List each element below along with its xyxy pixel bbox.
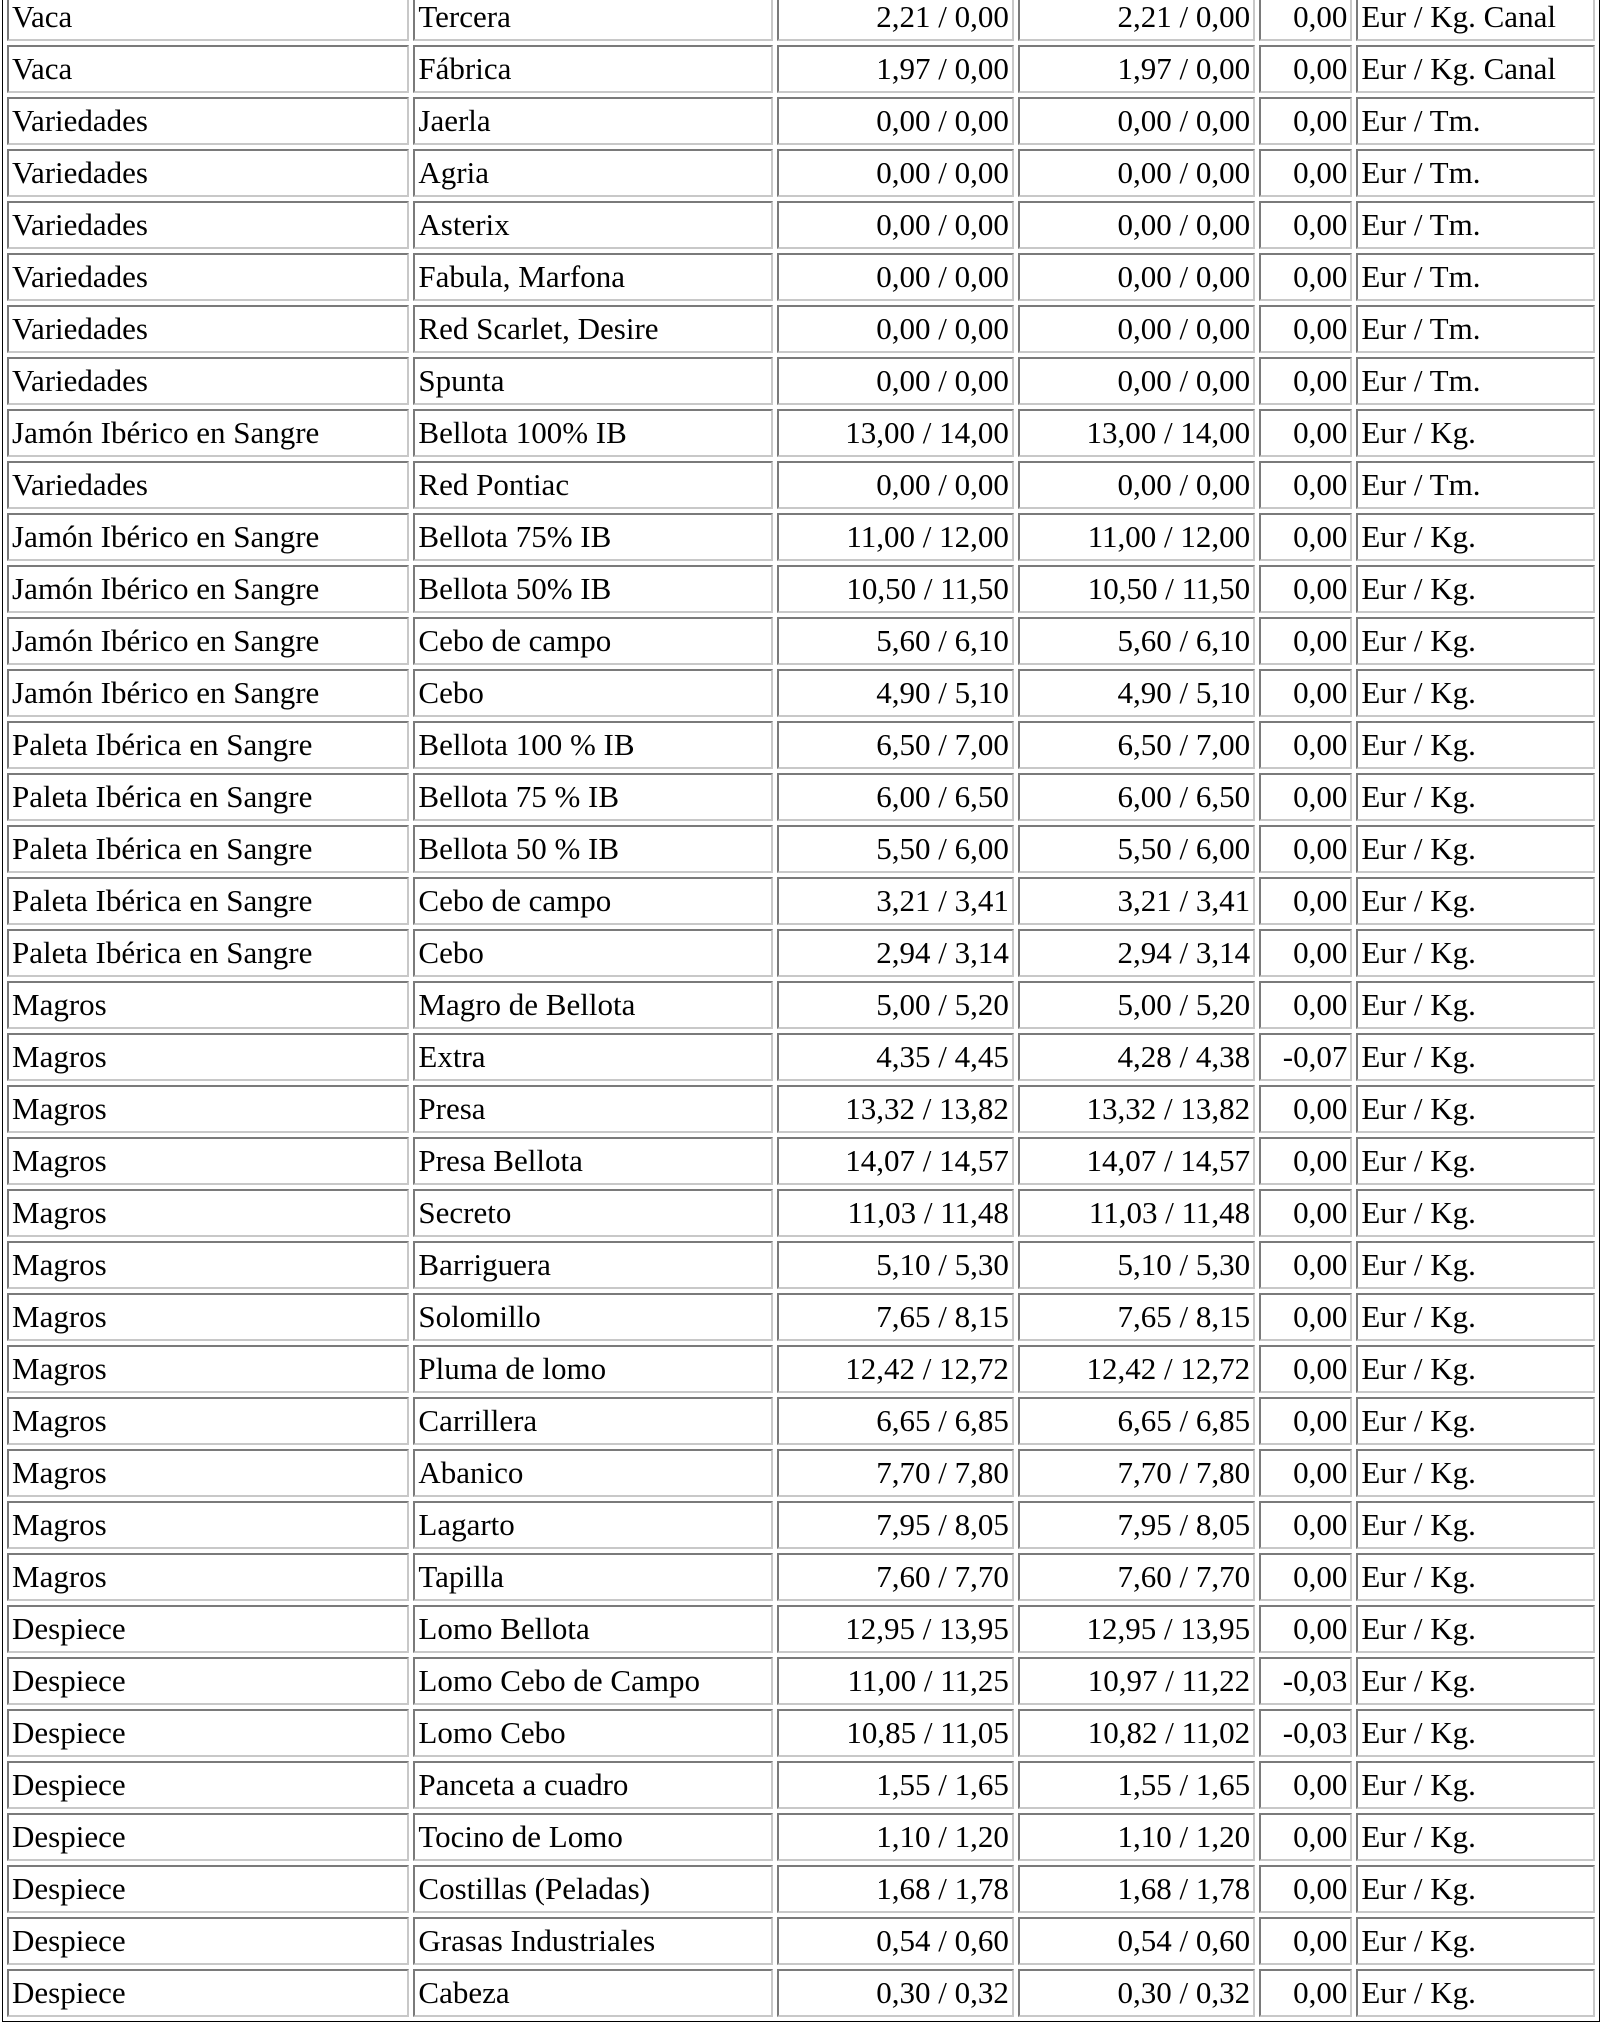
category-cell: Vaca [7,45,409,93]
category-cell: Vaca [7,0,409,41]
unit-cell: Eur / Kg. [1356,981,1595,1029]
product-cell: Fabula, Marfona [413,253,772,301]
current-price-cell: 5,00 / 5,20 [1018,981,1255,1029]
product-cell: Bellota 75 % IB [413,773,772,821]
change-cell: 0,00 [1259,669,1352,717]
table-row [7,513,1595,561]
current-price-cell: 13,00 / 14,00 [1018,409,1255,457]
previous-price-cell: 13,00 / 14,00 [777,409,1014,457]
product-cell: Pluma de lomo [413,1345,772,1393]
current-price-cell: 0,00 / 0,00 [1018,461,1255,509]
category-cell: Magros [7,1501,409,1549]
change-cell: 0,00 [1259,773,1352,821]
change-cell: 0,00 [1259,981,1352,1029]
previous-price-cell: 0,00 / 0,00 [777,97,1014,145]
category-cell: Magros [7,1189,409,1237]
unit-cell: Eur / Kg. [1356,1969,1595,2017]
table-row [7,1241,1595,1289]
table-row [7,409,1595,457]
unit-cell: Eur / Kg. [1356,669,1595,717]
current-price-cell: 12,42 / 12,72 [1018,1345,1255,1393]
unit-cell: Eur / Kg. [1356,513,1595,561]
previous-price-cell: 5,00 / 5,20 [777,981,1014,1029]
change-cell: 0,00 [1259,1449,1352,1497]
change-cell: 0,00 [1259,565,1352,613]
current-price-cell: 0,54 / 0,60 [1018,1917,1255,1965]
unit-cell: Eur / Kg. [1356,1657,1595,1705]
table-row [7,1085,1595,1133]
category-cell: Variedades [7,253,409,301]
previous-price-cell: 4,90 / 5,10 [777,669,1014,717]
unit-cell: Eur / Kg. [1356,1605,1595,1653]
unit-cell: Eur / Kg. [1356,1761,1595,1809]
current-price-cell: 5,60 / 6,10 [1018,617,1255,665]
product-cell: Tocino de Lomo [413,1813,772,1861]
current-price-cell: 7,65 / 8,15 [1018,1293,1255,1341]
change-cell: 0,00 [1259,1969,1352,2017]
change-cell: 0,00 [1259,45,1352,93]
product-cell: Bellota 100% IB [413,409,772,457]
unit-cell: Eur / Tm. [1356,149,1595,197]
product-cell: Panceta a cuadro [413,1761,772,1809]
product-cell: Barriguera [413,1241,772,1289]
previous-price-cell: 7,60 / 7,70 [777,1553,1014,1601]
previous-price-cell: 7,65 / 8,15 [777,1293,1014,1341]
change-cell: 0,00 [1259,1917,1352,1965]
change-cell: 0,00 [1259,1345,1352,1393]
category-cell: Magros [7,1397,409,1445]
previous-price-cell: 0,00 / 0,00 [777,305,1014,353]
change-cell: 0,00 [1259,253,1352,301]
table-row [7,1709,1595,1757]
current-price-cell: 5,10 / 5,30 [1018,1241,1255,1289]
unit-cell: Eur / Tm. [1356,357,1595,405]
unit-cell: Eur / Kg. Canal [1356,0,1595,41]
unit-cell: Eur / Kg. [1356,1137,1595,1185]
category-cell: Paleta Ibérica en Sangre [7,877,409,925]
change-cell: 0,00 [1259,825,1352,873]
previous-price-cell: 1,97 / 0,00 [777,45,1014,93]
change-cell: 0,00 [1259,201,1352,249]
current-price-cell: 2,94 / 3,14 [1018,929,1255,977]
current-price-cell: 7,60 / 7,70 [1018,1553,1255,1601]
product-cell: Lomo Cebo de Campo [413,1657,772,1705]
product-cell: Cebo de campo [413,617,772,665]
category-cell: Magros [7,1085,409,1133]
current-price-cell: 1,10 / 1,20 [1018,1813,1255,1861]
category-cell: Jamón Ibérico en Sangre [7,617,409,665]
table-row [7,0,1595,41]
unit-cell: Eur / Kg. [1356,721,1595,769]
change-cell: 0,00 [1259,409,1352,457]
product-cell: Magro de Bellota [413,981,772,1029]
category-cell: Despiece [7,1605,409,1653]
product-cell: Spunta [413,357,772,405]
previous-price-cell: 6,65 / 6,85 [777,1397,1014,1445]
table-row [7,825,1595,873]
table-row [7,1137,1595,1185]
previous-price-cell: 0,00 / 0,00 [777,461,1014,509]
category-cell: Magros [7,1449,409,1497]
change-cell: 0,00 [1259,1189,1352,1237]
category-cell: Paleta Ibérica en Sangre [7,929,409,977]
previous-price-cell: 0,54 / 0,60 [777,1917,1014,1965]
unit-cell: Eur / Kg. [1356,773,1595,821]
change-cell: 0,00 [1259,97,1352,145]
previous-price-cell: 5,60 / 6,10 [777,617,1014,665]
change-cell: 0,00 [1259,1501,1352,1549]
change-cell: 0,00 [1259,461,1352,509]
product-cell: Bellota 50 % IB [413,825,772,873]
current-price-cell: 0,00 / 0,00 [1018,253,1255,301]
current-price-cell: 7,70 / 7,80 [1018,1449,1255,1497]
product-cell: Secreto [413,1189,772,1237]
category-cell: Despiece [7,1657,409,1705]
unit-cell: Eur / Kg. [1356,409,1595,457]
current-price-cell: 6,00 / 6,50 [1018,773,1255,821]
product-cell: Grasas Industriales [413,1917,772,1965]
change-cell: -0,03 [1259,1657,1352,1705]
previous-price-cell: 0,00 / 0,00 [777,253,1014,301]
product-cell: Agria [413,149,772,197]
change-cell: 0,00 [1259,1813,1352,1861]
previous-price-cell: 12,42 / 12,72 [777,1345,1014,1393]
previous-price-cell: 6,00 / 6,50 [777,773,1014,821]
unit-cell: Eur / Tm. [1356,461,1595,509]
product-cell: Bellota 75% IB [413,513,772,561]
change-cell: 0,00 [1259,1553,1352,1601]
product-cell: Bellota 50% IB [413,565,772,613]
category-cell: Despiece [7,1865,409,1913]
current-price-cell: 7,95 / 8,05 [1018,1501,1255,1549]
table-row [7,45,1595,93]
current-price-cell: 4,90 / 5,10 [1018,669,1255,717]
table-row [7,565,1595,613]
unit-cell: Eur / Kg. [1356,825,1595,873]
table-row [7,1813,1595,1861]
category-cell: Despiece [7,1813,409,1861]
change-cell: 0,00 [1259,149,1352,197]
previous-price-cell: 7,70 / 7,80 [777,1449,1014,1497]
unit-cell: Eur / Kg. [1356,1813,1595,1861]
current-price-cell: 2,21 / 0,00 [1018,0,1255,41]
product-cell: Presa [413,1085,772,1133]
table-row [7,1657,1595,1705]
previous-price-cell: 0,00 / 0,00 [777,357,1014,405]
change-cell: 0,00 [1259,1137,1352,1185]
current-price-cell: 10,82 / 11,02 [1018,1709,1255,1757]
table-row [7,669,1595,717]
unit-cell: Eur / Kg. [1356,1553,1595,1601]
product-cell: Lomo Cebo [413,1709,772,1757]
table-row [7,877,1595,925]
previous-price-cell: 0,00 / 0,00 [777,149,1014,197]
previous-price-cell: 4,35 / 4,45 [777,1033,1014,1081]
unit-cell: Eur / Kg. [1356,617,1595,665]
unit-cell: Eur / Tm. [1356,253,1595,301]
current-price-cell: 1,97 / 0,00 [1018,45,1255,93]
change-cell: 0,00 [1259,721,1352,769]
change-cell: 0,00 [1259,617,1352,665]
unit-cell: Eur / Kg. [1356,1501,1595,1549]
category-cell: Magros [7,1241,409,1289]
price-table [2,0,1600,2022]
unit-cell: Eur / Kg. [1356,1293,1595,1341]
table-row [7,1969,1595,2017]
previous-price-cell: 12,95 / 13,95 [777,1605,1014,1653]
current-price-cell: 6,65 / 6,85 [1018,1397,1255,1445]
change-cell: 0,00 [1259,1241,1352,1289]
table-row [7,1501,1595,1549]
product-cell: Tapilla [413,1553,772,1601]
previous-price-cell: 11,03 / 11,48 [777,1189,1014,1237]
unit-cell: Eur / Kg. [1356,1085,1595,1133]
current-price-cell: 0,00 / 0,00 [1018,305,1255,353]
change-cell: 0,00 [1259,1085,1352,1133]
category-cell: Magros [7,1033,409,1081]
unit-cell: Eur / Kg. [1356,1189,1595,1237]
current-price-cell: 10,97 / 11,22 [1018,1657,1255,1705]
current-price-cell: 6,50 / 7,00 [1018,721,1255,769]
previous-price-cell: 13,32 / 13,82 [777,1085,1014,1133]
change-cell: 0,00 [1259,0,1352,41]
product-cell: Red Pontiac [413,461,772,509]
previous-price-cell: 10,85 / 11,05 [777,1709,1014,1757]
previous-price-cell: 5,10 / 5,30 [777,1241,1014,1289]
category-cell: Variedades [7,305,409,353]
current-price-cell: 11,03 / 11,48 [1018,1189,1255,1237]
category-cell: Jamón Ibérico en Sangre [7,669,409,717]
previous-price-cell: 2,21 / 0,00 [777,0,1014,41]
unit-cell: Eur / Tm. [1356,97,1595,145]
table-row [7,97,1595,145]
product-cell: Fábrica [413,45,772,93]
previous-price-cell: 0,00 / 0,00 [777,201,1014,249]
product-cell: Cebo de campo [413,877,772,925]
unit-cell: Eur / Kg. [1356,565,1595,613]
previous-price-cell: 1,55 / 1,65 [777,1761,1014,1809]
category-cell: Jamón Ibérico en Sangre [7,409,409,457]
product-cell: Asterix [413,201,772,249]
unit-cell: Eur / Kg. [1356,1241,1595,1289]
current-price-cell: 0,00 / 0,00 [1018,201,1255,249]
current-price-cell: 0,00 / 0,00 [1018,149,1255,197]
table-row [7,617,1595,665]
category-cell: Despiece [7,1969,409,2017]
unit-cell: Eur / Kg. [1356,1709,1595,1757]
table-row [7,253,1595,301]
current-price-cell: 13,32 / 13,82 [1018,1085,1255,1133]
category-cell: Magros [7,1293,409,1341]
unit-cell: Eur / Kg. [1356,929,1595,977]
change-cell: 0,00 [1259,305,1352,353]
table-row [7,305,1595,353]
category-cell: Magros [7,1553,409,1601]
current-price-cell: 14,07 / 14,57 [1018,1137,1255,1185]
unit-cell: Eur / Tm. [1356,201,1595,249]
table-row [7,1293,1595,1341]
unit-cell: Eur / Tm. [1356,305,1595,353]
table-row [7,981,1595,1029]
unit-cell: Eur / Kg. [1356,1449,1595,1497]
table-row [7,1865,1595,1913]
product-cell: Cabeza [413,1969,772,2017]
product-cell: Lagarto [413,1501,772,1549]
current-price-cell: 0,00 / 0,00 [1018,97,1255,145]
change-cell: 0,00 [1259,877,1352,925]
price-table-body [7,0,1595,2017]
previous-price-cell: 11,00 / 11,25 [777,1657,1014,1705]
category-cell: Variedades [7,97,409,145]
change-cell: 0,00 [1259,357,1352,405]
table-row [7,357,1595,405]
current-price-cell: 5,50 / 6,00 [1018,825,1255,873]
table-row [7,773,1595,821]
category-cell: Paleta Ibérica en Sangre [7,773,409,821]
table-row [7,1761,1595,1809]
current-price-cell: 0,00 / 0,00 [1018,357,1255,405]
current-price-cell: 4,28 / 4,38 [1018,1033,1255,1081]
change-cell: -0,07 [1259,1033,1352,1081]
previous-price-cell: 0,30 / 0,32 [777,1969,1014,2017]
unit-cell: Eur / Kg. [1356,1397,1595,1445]
unit-cell: Eur / Kg. [1356,1865,1595,1913]
product-cell: Red Scarlet, Desire [413,305,772,353]
product-cell: Extra [413,1033,772,1081]
current-price-cell: 1,68 / 1,78 [1018,1865,1255,1913]
table-row [7,1345,1595,1393]
unit-cell: Eur / Kg. [1356,1345,1595,1393]
change-cell: -0,03 [1259,1709,1352,1757]
table-row [7,1917,1595,1965]
category-cell: Despiece [7,1709,409,1757]
previous-price-cell: 11,00 / 12,00 [777,513,1014,561]
change-cell: 0,00 [1259,1397,1352,1445]
change-cell: 0,00 [1259,1865,1352,1913]
unit-cell: Eur / Kg. [1356,877,1595,925]
product-cell: Cebo [413,669,772,717]
table-row [7,1449,1595,1497]
previous-price-cell: 10,50 / 11,50 [777,565,1014,613]
product-cell: Lomo Bellota [413,1605,772,1653]
table-row [7,1189,1595,1237]
product-cell: Jaerla [413,97,772,145]
product-cell: Costillas (Peladas) [413,1865,772,1913]
table-row [7,461,1595,509]
category-cell: Paleta Ibérica en Sangre [7,825,409,873]
product-cell: Abanico [413,1449,772,1497]
table-row [7,149,1595,197]
product-cell: Cebo [413,929,772,977]
category-cell: Magros [7,1137,409,1185]
category-cell: Variedades [7,461,409,509]
unit-cell: Eur / Kg. [1356,1917,1595,1965]
category-cell: Variedades [7,201,409,249]
previous-price-cell: 3,21 / 3,41 [777,877,1014,925]
previous-price-cell: 7,95 / 8,05 [777,1501,1014,1549]
category-cell: Despiece [7,1761,409,1809]
unit-cell: Eur / Kg. [1356,1033,1595,1081]
table-row [7,201,1595,249]
current-price-cell: 11,00 / 12,00 [1018,513,1255,561]
current-price-cell: 3,21 / 3,41 [1018,877,1255,925]
category-cell: Paleta Ibérica en Sangre [7,721,409,769]
previous-price-cell: 5,50 / 6,00 [777,825,1014,873]
change-cell: 0,00 [1259,929,1352,977]
product-cell: Carrillera [413,1397,772,1445]
category-cell: Magros [7,981,409,1029]
table-row [7,1553,1595,1601]
category-cell: Jamón Ibérico en Sangre [7,513,409,561]
product-cell: Tercera [413,0,772,41]
current-price-cell: 12,95 / 13,95 [1018,1605,1255,1653]
previous-price-cell: 14,07 / 14,57 [777,1137,1014,1185]
category-cell: Jamón Ibérico en Sangre [7,565,409,613]
previous-price-cell: 6,50 / 7,00 [777,721,1014,769]
table-row [7,1397,1595,1445]
current-price-cell: 1,55 / 1,65 [1018,1761,1255,1809]
previous-price-cell: 1,68 / 1,78 [777,1865,1014,1913]
unit-cell: Eur / Kg. Canal [1356,45,1595,93]
change-cell: 0,00 [1259,1605,1352,1653]
category-cell: Variedades [7,149,409,197]
category-cell: Despiece [7,1917,409,1965]
previous-price-cell: 1,10 / 1,20 [777,1813,1014,1861]
product-cell: Bellota 100 % IB [413,721,772,769]
previous-price-cell: 2,94 / 3,14 [777,929,1014,977]
change-cell: 0,00 [1259,1293,1352,1341]
category-cell: Variedades [7,357,409,405]
table-row [7,1033,1595,1081]
current-price-cell: 0,30 / 0,32 [1018,1969,1255,2017]
change-cell: 0,00 [1259,513,1352,561]
table-row [7,929,1595,977]
product-cell: Solomillo [413,1293,772,1341]
product-cell: Presa Bellota [413,1137,772,1185]
table-row [7,1605,1595,1653]
change-cell: 0,00 [1259,1761,1352,1809]
category-cell: Magros [7,1345,409,1393]
current-price-cell: 10,50 / 11,50 [1018,565,1255,613]
table-row [7,721,1595,769]
